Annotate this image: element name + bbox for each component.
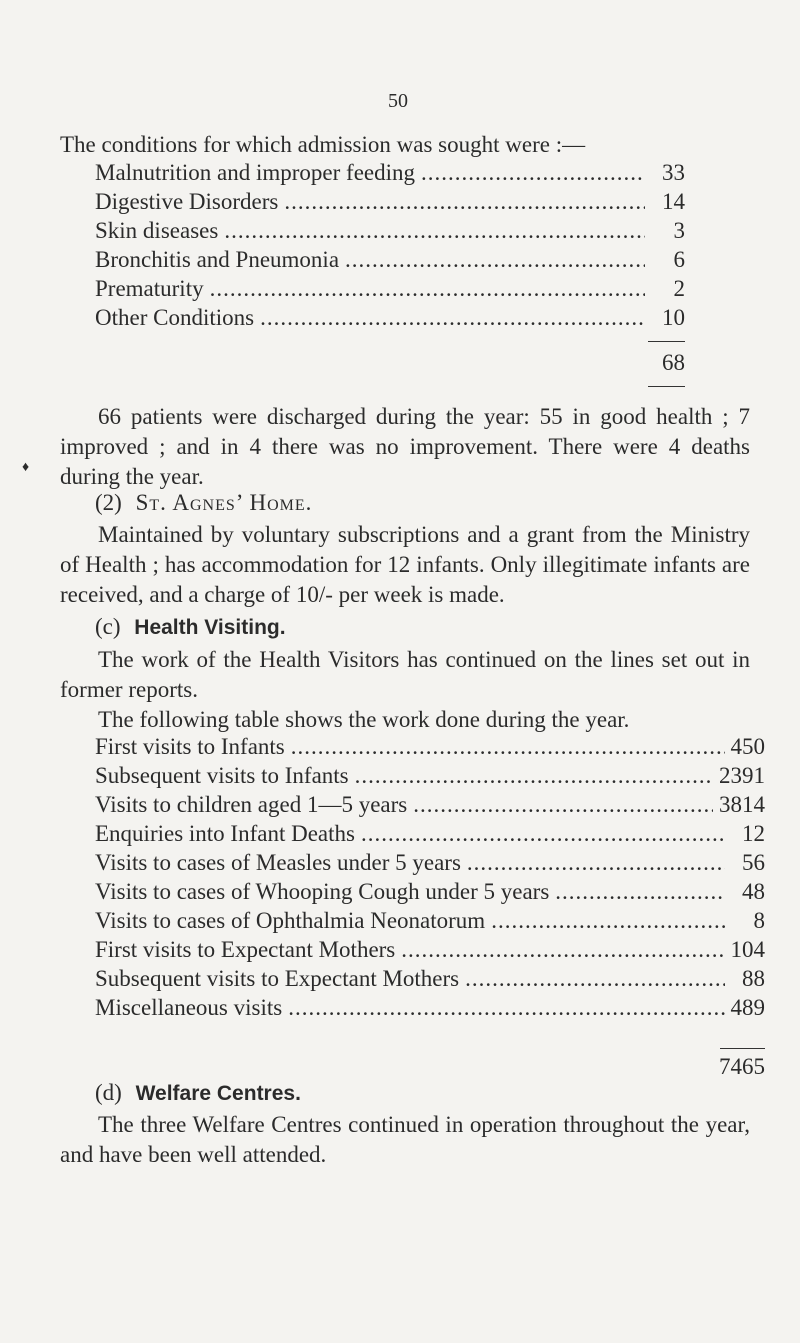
leader-dots xyxy=(555,879,725,905)
health-visiting-text: The work of the Health Visitors has continued on the lines set out in former reports. xyxy=(60,647,750,702)
item-value: 2 xyxy=(673,276,685,301)
item-value: 33 xyxy=(662,160,685,185)
item-label: Miscellaneous visits xyxy=(95,995,283,1020)
list-item xyxy=(95,189,685,218)
leader-dots xyxy=(288,995,724,1021)
list-item xyxy=(95,160,685,189)
table-intro: The following table shows the work done during the year. xyxy=(98,707,630,732)
discharge-paragraph xyxy=(60,402,750,492)
health-visiting-heading xyxy=(95,614,286,640)
welfare-text: The three Welfare Centres continued in operation throughout the year, and have been well attended. xyxy=(60,1112,750,1167)
leader-dots xyxy=(355,763,713,789)
item-value: 2391 xyxy=(719,763,765,788)
welfare-heading xyxy=(95,1080,301,1106)
conditions-intro: The conditions for which admission was sought were :— xyxy=(60,132,586,157)
st-agnes-number: (2) xyxy=(95,490,122,515)
item-label: Prematurity xyxy=(95,276,204,301)
st-agnes-heading xyxy=(95,490,312,516)
item-value: 3814 xyxy=(719,792,765,817)
leader-dots xyxy=(284,189,645,215)
item-value: 14 xyxy=(662,189,685,214)
visits-list xyxy=(95,734,765,1024)
welfare-title: Welfare Centres. xyxy=(135,1082,301,1105)
welfare-number: (d) xyxy=(95,1080,122,1105)
conditions-list xyxy=(95,160,685,334)
list-item xyxy=(95,995,765,1024)
st-agnes-text: Maintained by voluntary subscriptions and a grant from the Ministry of Health ; has accommodation for 12 infants. Only illegitimate infants are received, and a charge of 10/- per week is made. xyxy=(60,522,750,607)
list-item xyxy=(95,966,765,995)
item-label: Malnutrition and improper feeding xyxy=(95,160,416,185)
item-value: 48 xyxy=(742,879,765,904)
leader-dots xyxy=(224,218,645,244)
leader-dots xyxy=(210,276,645,302)
leader-dots xyxy=(421,160,645,186)
item-label: Subsequent visits to Expectant Mothers xyxy=(95,966,460,991)
item-label: Visits to children aged 1—5 years xyxy=(95,792,408,817)
list-item xyxy=(95,247,685,276)
item-value: 489 xyxy=(730,995,765,1020)
item-label: Digestive Disorders xyxy=(95,189,279,214)
list-item xyxy=(95,763,765,792)
item-value: 450 xyxy=(730,734,765,759)
health-visiting-number: (c) xyxy=(95,614,121,639)
leader-dots xyxy=(291,734,725,760)
discharge-text: 66 patients were discharged during the year: 55 in good health ; 7 improved ; and in 4 there was no improvement. There were 4 deaths during the year. xyxy=(60,404,750,489)
item-label: Other Conditions xyxy=(95,305,255,330)
item-label: Bronchitis and Pneumonia xyxy=(95,247,340,272)
item-value: 12 xyxy=(742,821,765,846)
health-visiting-title: Health Visiting. xyxy=(134,616,286,639)
list-item xyxy=(95,821,765,850)
leader-dots xyxy=(413,792,713,818)
visits-total: 7465 xyxy=(719,1054,765,1079)
leader-dots xyxy=(467,850,725,876)
conditions-total: 68 xyxy=(662,350,685,375)
item-label: Enquiries into Infant Deaths xyxy=(95,821,355,846)
list-item xyxy=(95,218,685,247)
item-label: Subsequent visits to Infants xyxy=(95,763,349,788)
list-item xyxy=(95,276,685,305)
leader-dots xyxy=(345,247,645,273)
margin-mark: ♦ xyxy=(22,460,30,475)
conditions-rule-top xyxy=(648,341,685,342)
welfare-paragraph xyxy=(60,1110,750,1170)
visits-rule xyxy=(720,1048,765,1049)
list-item xyxy=(95,850,765,879)
item-label: First visits to Infants xyxy=(95,734,285,759)
item-value: 56 xyxy=(742,850,765,875)
item-value: 8 xyxy=(753,908,765,933)
item-label: Visits to cases of Whooping Cough under 5 years xyxy=(95,879,550,904)
leader-dots xyxy=(260,305,645,331)
page-number: 50 xyxy=(388,90,408,112)
list-item xyxy=(95,908,765,937)
item-label: Skin diseases xyxy=(95,218,219,243)
st-agnes-title: St. Agnes’ Home. xyxy=(135,490,313,515)
list-item xyxy=(95,305,685,334)
health-visiting-paragraph xyxy=(60,645,750,735)
item-value: 10 xyxy=(662,305,685,330)
leader-dots xyxy=(401,937,724,963)
list-item xyxy=(95,937,765,966)
leader-dots xyxy=(361,821,725,847)
item-label: Visits to cases of Ophthalmia Neonatorum xyxy=(95,908,486,933)
leader-dots xyxy=(491,908,725,934)
item-value: 88 xyxy=(742,966,765,991)
item-value: 3 xyxy=(673,218,685,243)
list-item xyxy=(95,879,765,908)
list-item xyxy=(95,734,765,763)
leader-dots xyxy=(465,966,725,992)
item-value: 104 xyxy=(730,937,765,962)
item-label: First visits to Expectant Mothers xyxy=(95,937,396,962)
st-agnes-paragraph xyxy=(60,520,750,610)
item-label: Visits to cases of Measles under 5 years xyxy=(95,850,461,875)
item-value: 6 xyxy=(673,247,685,272)
list-item xyxy=(95,792,765,821)
conditions-rule-bottom xyxy=(648,386,685,387)
